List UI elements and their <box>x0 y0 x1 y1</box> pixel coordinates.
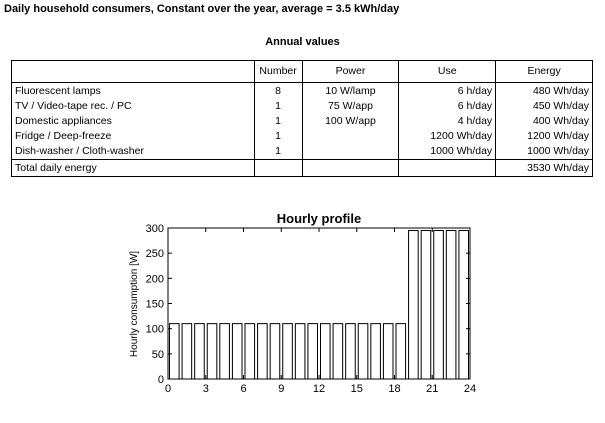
cell-name: Dish-washer / Cloth-washer <box>12 144 255 160</box>
x-tick-label: 3 <box>202 383 209 395</box>
x-tick-label: 0 <box>164 383 172 395</box>
cell-energy: 400 Wh/day <box>496 114 593 129</box>
cell-use: 1200 Wh/day <box>399 129 496 144</box>
x-tick-label: 18 <box>388 383 401 395</box>
y-tick-label: 250 <box>145 248 164 261</box>
x-tick-label: 9 <box>278 383 285 395</box>
cell-number: 1 <box>254 99 302 114</box>
annual-values-subtitle: Annual values <box>265 36 340 48</box>
cell-name: TV / Video-tape rec. / PC <box>12 99 255 114</box>
bar <box>258 324 268 379</box>
cell-energy: 1200 Wh/day <box>496 129 593 144</box>
bar <box>220 324 230 379</box>
y-tick-label: 200 <box>145 273 164 286</box>
cell-number: 8 <box>254 83 302 100</box>
cell-power: 10 W/lamp <box>302 83 399 100</box>
bar <box>358 324 368 379</box>
total-energy: 3530 Wh/day <box>496 160 593 177</box>
bar <box>308 324 318 379</box>
cell-use: 6 h/day <box>399 83 496 100</box>
bar <box>371 324 381 379</box>
cell-use: 6 h/day <box>399 99 496 114</box>
bar <box>295 324 305 379</box>
bar <box>232 324 242 379</box>
y-tick-label: 100 <box>145 323 164 336</box>
bar <box>245 324 255 379</box>
column-header-number: Number <box>254 61 302 83</box>
bar <box>446 231 456 379</box>
cell-name: Fluorescent lamps <box>12 83 255 100</box>
cell-use: 1000 Wh/day <box>399 144 496 160</box>
cell-number: 1 <box>254 114 302 129</box>
y-tick-label: 0 <box>157 374 164 386</box>
bar <box>409 231 419 379</box>
total-label: Total daily energy <box>12 160 255 177</box>
bar <box>383 324 393 379</box>
column-header-energy: Energy <box>496 61 593 83</box>
bar <box>346 324 356 379</box>
bar <box>396 324 406 379</box>
bar <box>333 324 343 379</box>
cell-power: 75 W/app <box>302 99 399 114</box>
cell-energy: 480 Wh/day <box>496 83 593 100</box>
column-header-power: Power <box>302 61 399 83</box>
bar <box>421 231 431 379</box>
column-header-use: Use <box>399 61 496 83</box>
chart-plot-area <box>146 223 476 395</box>
cell-use: 4 h/day <box>399 114 496 129</box>
x-tick-label: 15 <box>350 383 363 395</box>
bar <box>182 324 192 379</box>
y-axis-label: Hourly consumption [W] <box>129 250 140 358</box>
cell-energy: 450 Wh/day <box>496 99 593 114</box>
y-tick-label: 300 <box>145 223 164 235</box>
x-tick-label: 6 <box>240 383 247 395</box>
bar <box>195 324 205 379</box>
cell-number: 1 <box>254 144 302 160</box>
bar <box>283 324 293 379</box>
cell-energy: 1000 Wh/day <box>496 144 593 160</box>
cell-name: Fridge / Deep-freeze <box>12 129 255 144</box>
y-tick-label: 50 <box>151 348 164 361</box>
x-tick-label: 12 <box>312 383 326 395</box>
y-tick-label: 150 <box>145 298 164 311</box>
bar <box>434 231 444 379</box>
page-title: Daily household consumers, Constant over the year, average = 3.5 kWh/day <box>4 3 400 15</box>
cell-name: Domestic appliances <box>12 114 255 129</box>
bar <box>207 324 217 379</box>
cell-number: 1 <box>254 129 302 144</box>
chart-title: Hourly profile <box>276 211 362 226</box>
x-tick-label: 21 <box>426 383 439 395</box>
bar <box>321 324 331 379</box>
x-tick-label: 24 <box>463 383 477 395</box>
bar <box>170 324 180 379</box>
bar <box>270 324 280 379</box>
cell-power: 100 W/app <box>302 114 399 129</box>
